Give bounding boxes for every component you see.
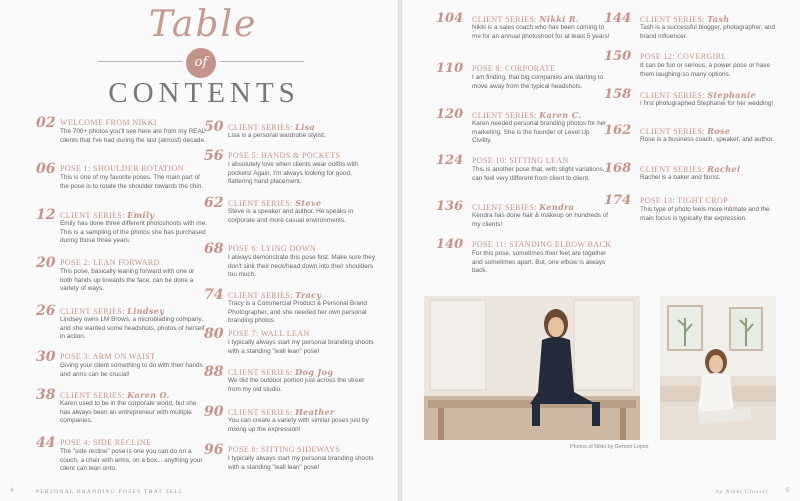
toc-heading [472, 64, 555, 73]
toc-description: Nikki is a sales coach who has been coming to me for an annual photoshoot for at least 5 years! [472, 24, 610, 40]
toc-page-number: 144 [604, 11, 632, 26]
toc-heading-text: POSE 7: WALL LEAN [228, 329, 310, 338]
toc-client-name: Kendra [539, 202, 575, 212]
toc-page-number: 62 [204, 195, 224, 211]
toc-description: Lisa is a personal wardrobe stylist. [228, 132, 326, 139]
toc-page-number: 68 [204, 241, 224, 257]
toc-heading-text: POSE 1: SHOULDER ROTATION [60, 164, 184, 173]
toc-page-number: 136 [436, 199, 464, 214]
toc-description: Emily has done three different photoshoots with me. This is a sampling of the photos she has purchased during those three years. [60, 220, 207, 245]
toc-description: Tracy is a Commercial Product & Personal Brand Photographer, and she needed her own personal branding photos. [228, 300, 367, 325]
photo-nikki-sofa [660, 296, 776, 440]
toc-heading-text: CLIENT SERIES: [472, 203, 540, 212]
toc-page-number: 02 [36, 115, 56, 131]
toc-client-name: Dog Jog [295, 367, 334, 377]
toc-heading [228, 151, 340, 160]
toc-description: I absolutely love when clients wear outfits with pockets! Again, I'm always looking for good, flattering hand placement. [228, 161, 359, 186]
toc-heading [228, 367, 333, 377]
title-of-badge: of [186, 48, 216, 78]
toc-heading-text: CLIENT SERIES: [640, 91, 708, 100]
toc-page-number: 50 [204, 119, 224, 135]
toc-description: Tash is a successful blogger, photographer, and brand influencer. [640, 24, 776, 40]
toc-description: The "side recline" pose is one you can do on a couch, a chair with arms, on a box... anything your client can lean onto. [60, 448, 203, 473]
toc-heading [228, 329, 310, 338]
toc-heading [472, 110, 581, 120]
toc-page-number: 06 [36, 161, 56, 177]
toc-heading [60, 306, 164, 316]
toc-heading [228, 445, 340, 454]
page-number-right: 5 [786, 488, 790, 494]
photo-nikki-table [424, 296, 640, 440]
toc-heading [472, 202, 574, 212]
toc-page-number: 38 [36, 387, 56, 403]
toc-page-number: 12 [36, 207, 56, 223]
toc-heading [60, 352, 155, 361]
left-page [0, 0, 398, 501]
toc-client-name: Tash [707, 14, 730, 24]
toc-page-number: 44 [36, 435, 56, 451]
toc-heading-text: CLIENT SERIES: [472, 111, 540, 120]
footer-left-text: PERSONAL BRANDING POSES THAT SELL [36, 489, 184, 495]
toc-description: The 700+ photos you'll see here are from my REAL clients that I've had during the last (almost) decade. [60, 128, 206, 144]
toc-client-name: Emily [127, 210, 155, 220]
toc-heading [228, 198, 322, 208]
right-page [402, 0, 800, 501]
toc-heading-text: POSE 9: CORPORATE [472, 64, 556, 73]
toc-heading [640, 126, 730, 136]
toc-page-number: 104 [436, 11, 464, 26]
toc-client-name: Tracy [295, 290, 322, 300]
toc-heading-text: POSE 10: SITTING LEAN [472, 156, 569, 165]
toc-description: For this pose, sometimes their feet are together and sometimes apart. But, one elbow is always back. [472, 250, 607, 275]
toc-page-number: 88 [204, 364, 224, 380]
toc-heading-text: POSE 2: LEAN FORWARD [60, 258, 160, 267]
toc-page-number: 124 [436, 153, 464, 168]
toc-description: Giving your client something to do with their hands and arms can be crucial! [60, 362, 203, 378]
toc-heading-text: CLIENT SERIES: [228, 368, 296, 377]
toc-heading [640, 164, 740, 174]
toc-description: I first photographed Stephanie for her wedding! [640, 100, 774, 107]
toc-client-name: Karen O. [127, 390, 170, 400]
toc-page-number: 140 [436, 237, 464, 252]
toc-description: Kendra has done hair & makeup on hundreds of my clients! [472, 212, 609, 228]
toc-heading [60, 390, 170, 400]
toc-description: I typically always start my personal branding shoots with a standing "wall lean" pose! [228, 339, 374, 355]
toc-client-name: Karen C. [539, 110, 582, 120]
toc-heading [472, 14, 579, 24]
toc-description: It can be fun or serious, a power pose or have them laughing-so many options. [640, 62, 771, 78]
toc-description: This is one of my favorite poses. The main part of the pose is to rotate the shoulder towards the chin. [60, 174, 204, 190]
title-contents: CONTENTS [108, 77, 300, 109]
toc-heading [60, 118, 157, 127]
toc-heading-text: POSE 12: COVERGIRL [640, 52, 727, 61]
toc-heading-text: CLIENT SERIES: [60, 307, 128, 316]
toc-page-number: 96 [204, 442, 224, 458]
toc-heading [228, 407, 335, 417]
toc-description: Karen used to be in the corporate world, but she has always been an entrepreneur with multiple companies. [60, 400, 197, 425]
toc-heading [60, 210, 154, 220]
toc-description: Rose is a business coach, speaker, and author. [640, 136, 774, 143]
toc-heading [472, 240, 611, 249]
toc-client-name: Nikki R. [539, 14, 580, 24]
toc-heading [228, 244, 316, 253]
toc-heading-text: WELCOME FROM NIKKI [60, 118, 157, 127]
toc-heading [60, 164, 184, 173]
toc-heading-text: CLIENT SERIES: [472, 15, 540, 24]
toc-heading-text: CLIENT SERIES: [60, 391, 128, 400]
toc-description: Rachel is a baker and florist. [640, 174, 721, 181]
toc-heading-text: CLIENT SERIES: [60, 211, 128, 220]
toc-description: Lindsey owns LM Brows, a microblading company, and she wanted some headshots, photos of herself in action. [60, 316, 205, 341]
toc-description: I always demonstrate this pose first. Make sure they don't sink their neck/head down into their shoulders too much. [228, 254, 376, 279]
toc-heading [228, 122, 315, 132]
page-number-left: 4 [10, 488, 14, 494]
toc-heading-text: CLIENT SERIES: [228, 408, 296, 417]
toc-heading-text: CLIENT SERIES: [228, 123, 296, 132]
toc-description: We did the outdoor portion just across the street from my old studio. [228, 377, 364, 393]
toc-page-number: 162 [604, 123, 632, 138]
toc-client-name: Stephanie [707, 90, 756, 100]
toc-heading-text: CLIENT SERIES: [640, 127, 708, 136]
toc-heading [472, 156, 569, 165]
toc-description: I typically always start my personal branding shoots with a standing "wall lean" pose! [228, 455, 374, 471]
toc-heading [640, 52, 727, 61]
toc-client-name: Lindsey [127, 306, 165, 316]
toc-heading-text: POSE 5: HANDS & POCKETS [228, 151, 341, 160]
toc-client-name: Steve [295, 198, 322, 208]
toc-page-number: 174 [604, 193, 632, 208]
toc-description: I am finding, that big companies are starting to move away from the typical headshots. [472, 74, 604, 90]
toc-client-name: Lisa [295, 122, 316, 132]
toc-page-number: 150 [604, 49, 632, 64]
toc-description: This is another pose that, with slight variations, can feel very different from client to client. [472, 166, 605, 182]
photo-caption: Photos of Nikki by Gerson Lopes [570, 444, 649, 450]
toc-page-number: 26 [36, 303, 56, 319]
toc-page-number: 110 [436, 61, 464, 76]
toc-page-number: 90 [204, 404, 224, 420]
toc-description: Steve is a speaker and author. He speaks in corporate and more casual environments. [228, 208, 354, 224]
toc-client-name: Rachel [707, 164, 741, 174]
toc-heading [640, 196, 728, 205]
toc-heading-text: POSE 3: ARM ON WAIST [60, 352, 156, 361]
toc-page-number: 30 [36, 349, 56, 365]
footer-right-text: by Nikki Closser [716, 489, 769, 495]
toc-heading [640, 14, 729, 24]
toc-page-number: 80 [204, 326, 224, 342]
toc-client-name: Rose [707, 126, 731, 136]
toc-heading [60, 438, 151, 447]
toc-heading [228, 290, 321, 300]
toc-heading-text: POSE 4: SIDE RECLINE [60, 438, 152, 447]
title-rule-left [98, 61, 182, 62]
title-rule-right [220, 61, 304, 62]
toc-page-number: 56 [204, 148, 224, 164]
toc-page-number: 20 [36, 255, 56, 271]
toc-page-number: 168 [604, 161, 632, 176]
toc-heading-text: CLIENT SERIES: [640, 165, 708, 174]
toc-description: This type of photo feels more intimate and the main focus is typically the expression. [640, 206, 770, 222]
toc-heading [640, 90, 756, 100]
toc-heading-text: POSE 13: TIGHT CROP [640, 196, 728, 205]
toc-description: This pose, basically leaning forward with one or both hands up towards the face, can be done a variety of ways. [60, 268, 195, 293]
toc-heading-text: CLIENT SERIES: [228, 291, 296, 300]
toc-heading-text: POSE 11: STANDING ELBOW BACK [472, 240, 612, 249]
toc-heading-text: CLIENT SERIES: [640, 15, 708, 24]
toc-page-number: 120 [436, 107, 464, 122]
toc-heading-text: CLIENT SERIES: [228, 199, 296, 208]
toc-page-number: 74 [204, 287, 224, 303]
toc-page-number: 158 [604, 87, 632, 102]
toc-description: You can create a variety with similar poses just by mixing up the expression! [228, 417, 369, 433]
toc-description: Karen needed personal branding photos for her marketing. She is the founder of Level Up Civility. [472, 120, 607, 145]
title-script: Table [148, 4, 258, 45]
toc-heading-text: POSE 6: LYING DOWN [228, 244, 316, 253]
toc-client-name: Heather [295, 407, 335, 417]
toc-heading [60, 258, 160, 267]
toc-heading-text: POSE 8: SITTING SIDEWAYS [228, 445, 341, 454]
